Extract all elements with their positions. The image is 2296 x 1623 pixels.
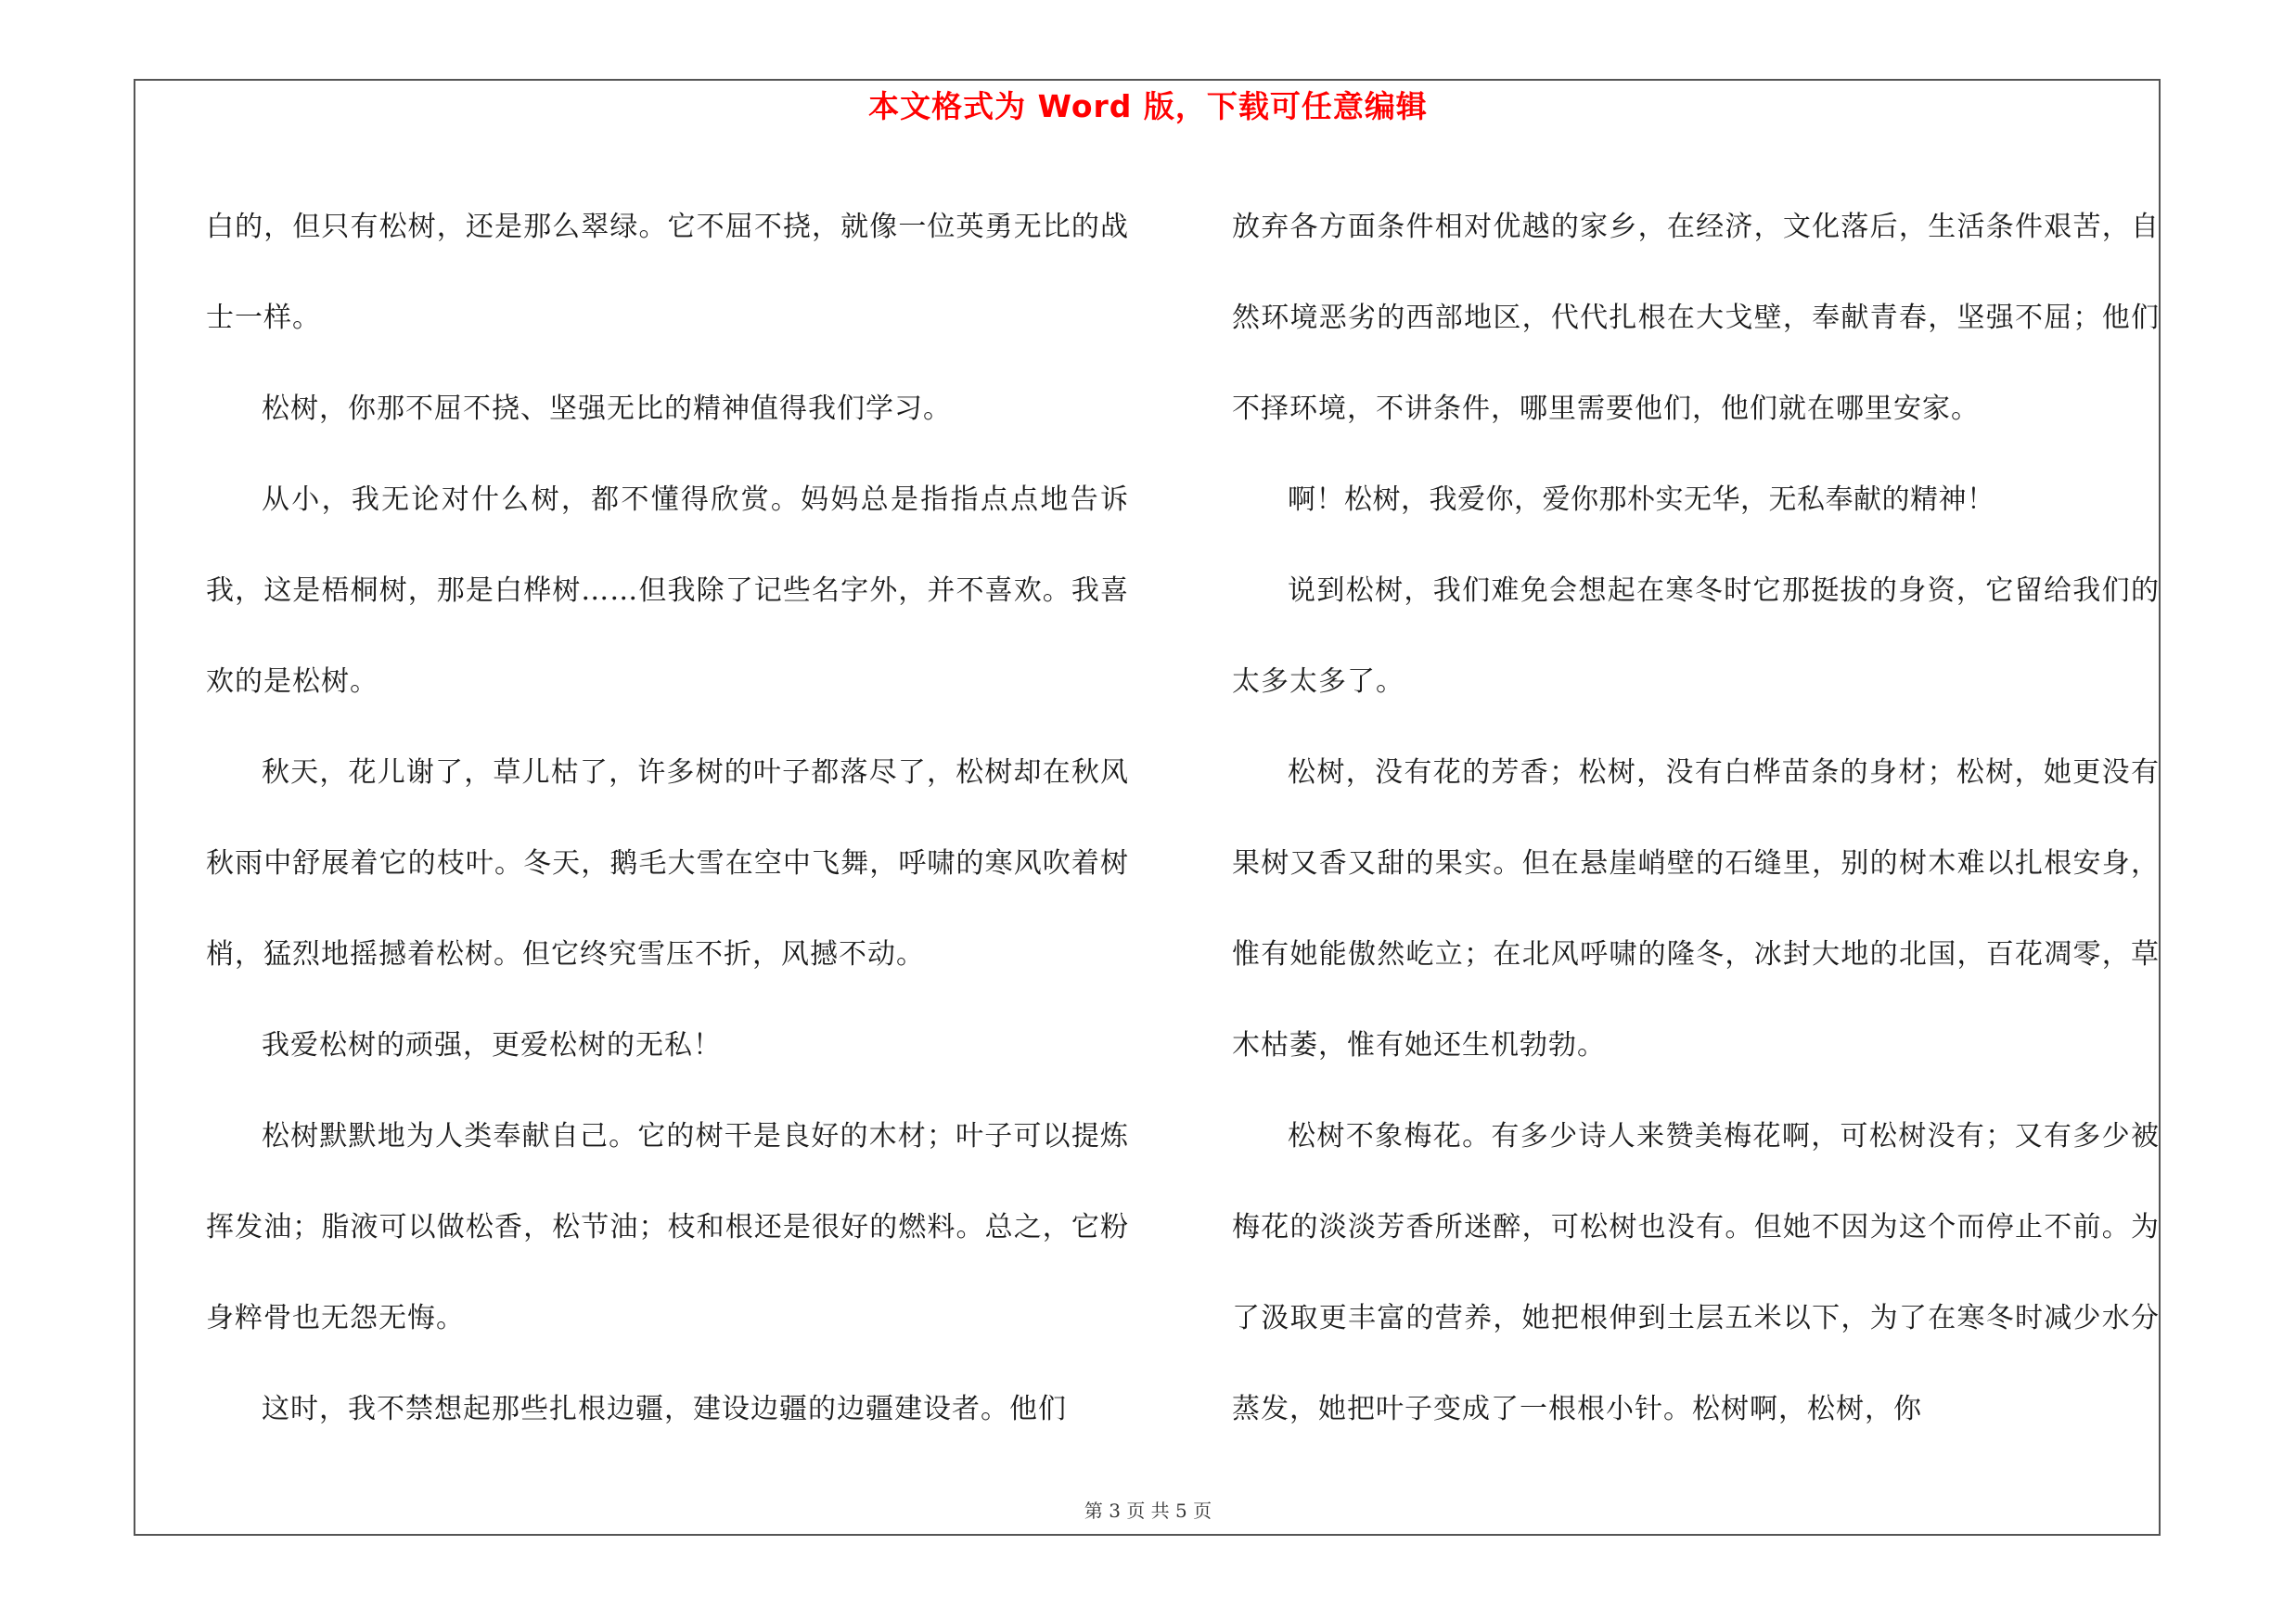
paragraph: 啊！松树，我爱你，爱你那朴实无华，无私奉献的精神！ xyxy=(1288,483,1995,516)
paragraph: 松树不象梅花。有多少诗人来赞美梅花啊，可松树没有；又有多少被梅花的淡淡芳香所迷醉，可松树也没有。但她不因为这个而停止不前。为了汲取更丰富的营养，她把根伸到土层五米以下，为了在寒冬时减少水分蒸发，她把叶子变成了一根根小针。松树啊，松树，你 xyxy=(1232,1120,2160,1425)
paragraph: 这时，我不禁想起那些扎根边疆，建设边疆的边疆建设者。他们 xyxy=(262,1393,1067,1425)
paragraph: 我爱松树的顽强，更爱松树的无私！ xyxy=(262,1029,722,1062)
paragraph: 松树，没有花的芳香；松树，没有白桦苗条的身材；松树，她更没有果树又香又甜的果实。但在悬崖峭壁的石缝里，别的树木难以扎根安身，惟有她能傲然屹立；在北风呼啸的隆冬，冰封大地的北国，百花凋零，草木枯萎，惟有她还生机勃勃。 xyxy=(1232,756,2160,1062)
right-column xyxy=(1232,182,2160,1455)
paragraph: 秋天，花儿谢了，草儿枯了，许多树的叶子都落尽了，松树却在秋风秋雨中舒展着它的枝叶。冬天，鹅毛大雪在空中飞舞，呼啸的寒风吹着树梢，猛烈地摇撼着松树。但它终究雪压不折，风撼不动。 xyxy=(206,756,1129,971)
paragraph: 松树默默地为人类奉献自己。它的树干是良好的木材；叶子可以提炼挥发油；脂液可以做松香，松节油；枝和根还是很好的燃料。总之，它粉身粹骨也无怨无悔。 xyxy=(206,1120,1129,1334)
header-banner: 本文格式为 Word 版，下载可任意编辑 xyxy=(868,88,1428,124)
paragraph: 放弃各方面条件相对优越的家乡，在经济，文化落后，生活条件艰苦，自然环境恶劣的西部地区，代代扎根在大戈壁，奉献青春，坚强不屈；他们不择环境，不讲条件，哪里需要他们，他们就在哪里安家。 xyxy=(1232,211,2160,425)
paragraph: 松树，你那不屈不挠、坚强无比的精神值得我们学习。 xyxy=(262,393,952,425)
paragraph: 说到松树，我们难免会想起在寒冬时它那挺拔的身资，它留给我们的太多太多了。 xyxy=(1232,574,2160,698)
left-column xyxy=(206,182,1129,1455)
paragraph: 白的，但只有松树，还是那么翠绿。它不屈不挠，就像一位英勇无比的战士一样。 xyxy=(206,211,1129,334)
paragraph: 从小，我无论对什么树，都不懂得欣赏。妈妈总是指指点点地告诉我，这是梧桐树，那是白桦树……但我除了记些名字外，并不喜欢。我喜欢的是松树。 xyxy=(206,483,1129,698)
page-number: 第 3 页 共 5 页 xyxy=(1084,1500,1212,1522)
